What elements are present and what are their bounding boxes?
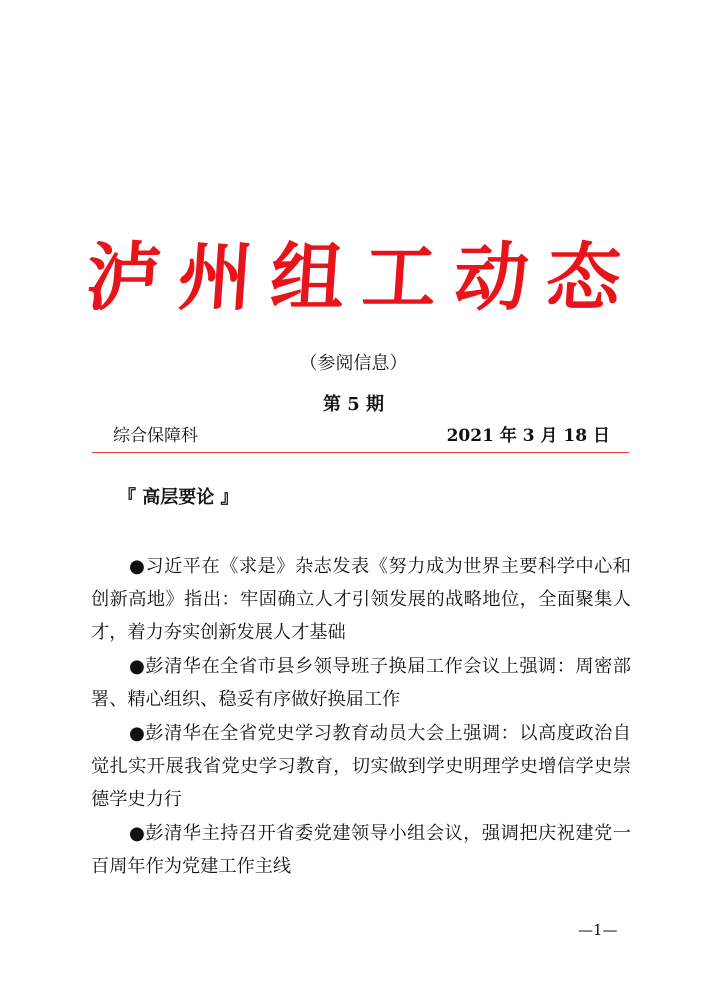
issue-date: 2021 年 3 月 18 日 xyxy=(446,426,610,446)
headline-item: ●彭清华在全省市县乡领导班子换届工作会议上强调：周密部署、精心组织、稳妥有序做好换届工作 xyxy=(91,656,631,710)
page-number: —1— xyxy=(578,921,618,939)
subtitle: （参阅信息） xyxy=(299,353,408,374)
issue-number: 第 5 期 xyxy=(322,394,385,415)
headline-item: ●习近平在《求是》杂志发表《努力成为世界主要科学中心和创新高地》指出：牢固确立人才引领发展的战略地位，全面聚集人才，着力夯实创新发展人才基础 xyxy=(91,556,631,643)
header-divider xyxy=(92,452,629,453)
headline-item: ●彭清华主持召开省委党建领导小组会议，强调把庆祝建党一百周年作为党建工作主线 xyxy=(91,823,631,877)
masthead-title: 泸州组工动态 xyxy=(83,235,642,321)
section-heading: 『 高层要论 』 xyxy=(118,487,239,508)
department-name: 综合保障科 xyxy=(113,426,198,446)
headline-list xyxy=(91,550,631,884)
headline-item: ●彭清华在全省党史学习教育动员大会上强调：以高度政治自觉扎实开展我省党史学习教育，切实做到学史明理学史增信学史崇德学史力行 xyxy=(91,723,631,810)
